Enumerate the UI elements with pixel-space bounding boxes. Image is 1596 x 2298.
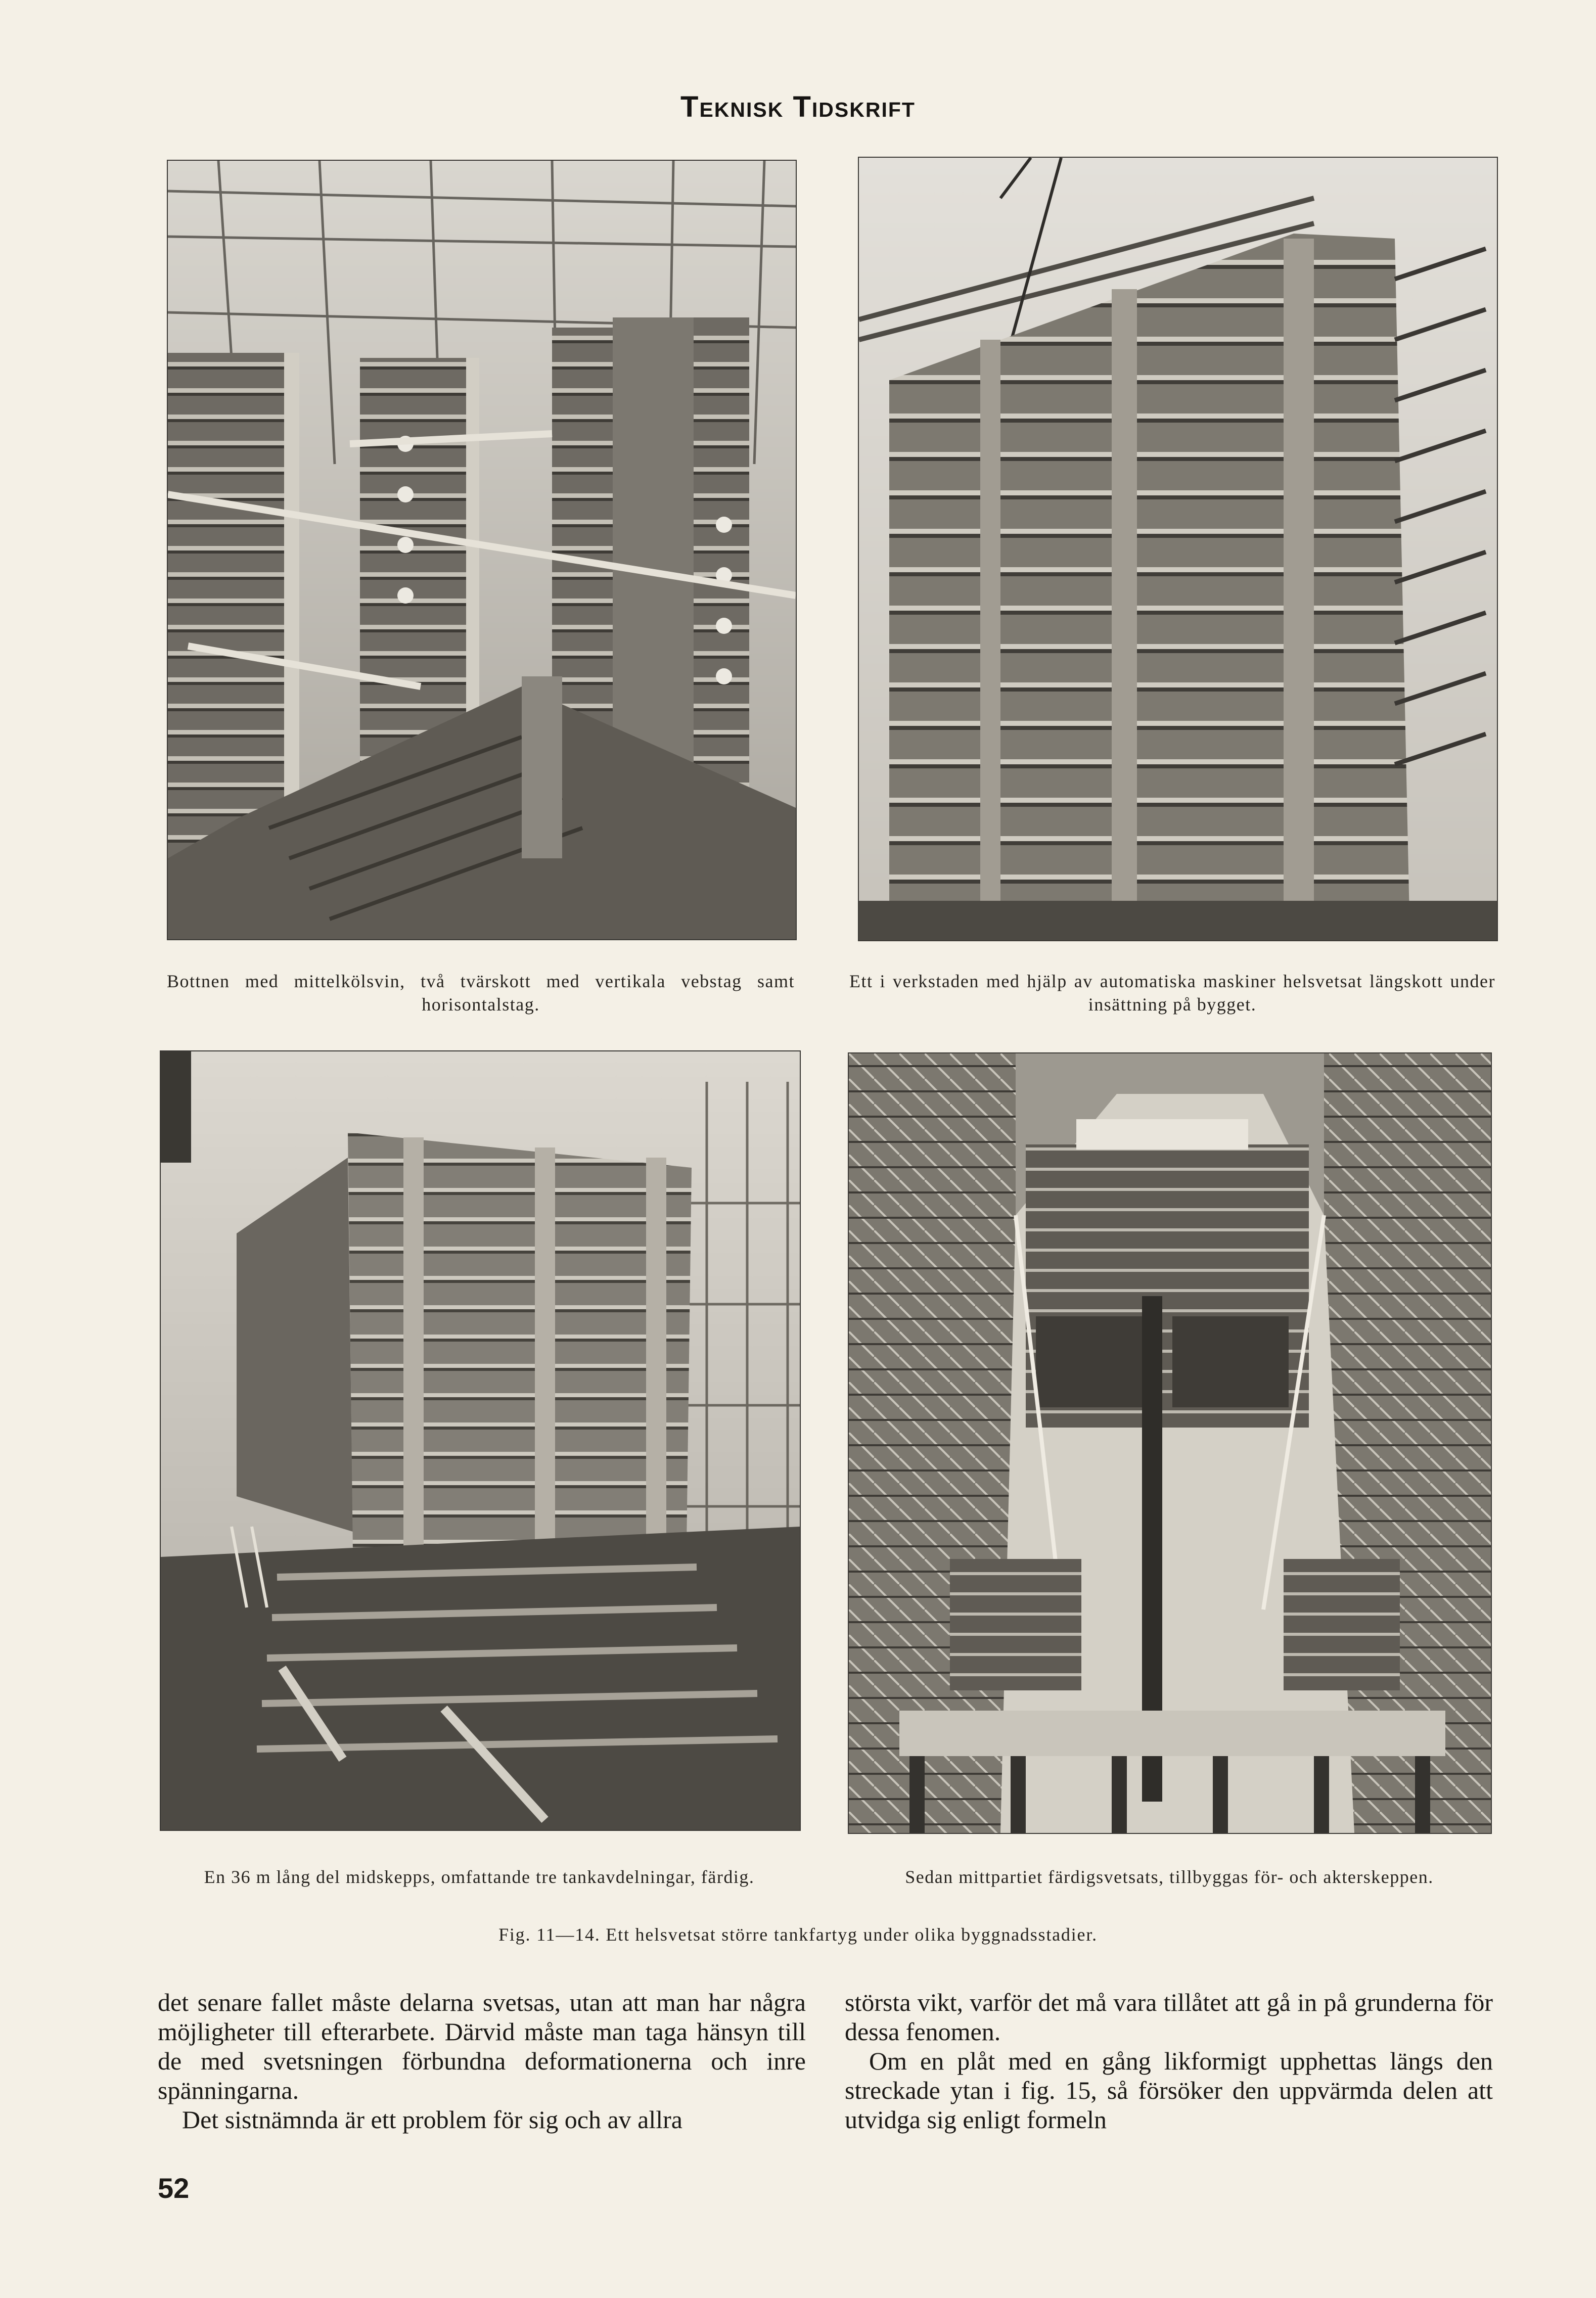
photo-midship-section xyxy=(160,1050,801,1831)
body-paragraph: Det sistnämnda är ett problem för sig och av allra xyxy=(182,2105,682,2134)
photo-hull-extension xyxy=(848,1052,1492,1834)
body-paragraph: största vikt, varför det må vara tillåtet att gå in på grunderna för dessa fenomen. xyxy=(845,1988,1493,2046)
body-paragraph: Om en plåt med en gång likformigt upphettas längs den streckade ytan i fig. 15, så försöker den uppvärmda delen att utvidga sig enligt formeln xyxy=(845,2047,1493,2134)
figure-group-caption: Fig. 11—14. Ett helsvetsat större tankfartyg under olika byggnadsstadier. xyxy=(498,1924,1098,1945)
photo-longitudinal-bulkhead xyxy=(858,157,1498,941)
page-number: 52 xyxy=(158,2172,190,2204)
body-paragraph: det senare fallet måste delarna svetsas, utan att man har några möjligheter till efterarbete. Därvid måste man taga hänsyn till de med svetsningen förbundna deformationerna och inre spänningarna. xyxy=(158,1988,806,2104)
photo-bottom-bulkheads xyxy=(167,160,797,940)
running-header: Teknisk Tidskrift xyxy=(680,90,916,123)
figure-caption-12: Ett i verkstaden med hjälp av automatiska maskiner helsvetsat längskott under insättning på bygget. xyxy=(849,971,1495,1015)
figure-caption-11: Bottnen med mittelkölsvin, två tvärskott med vertikala vebstag samt horisontalstag. xyxy=(167,971,795,1015)
figure-caption-13: En 36 m lång del midskepps, omfattande tre tankavdelningar, färdig. xyxy=(204,1867,755,1887)
body-column-left xyxy=(158,1988,806,2134)
figure-caption-14: Sedan mittpartiet färdigsvetsats, tillbyggas för- och akterskeppen. xyxy=(905,1867,1434,1887)
body-column-right xyxy=(845,1988,1493,2134)
